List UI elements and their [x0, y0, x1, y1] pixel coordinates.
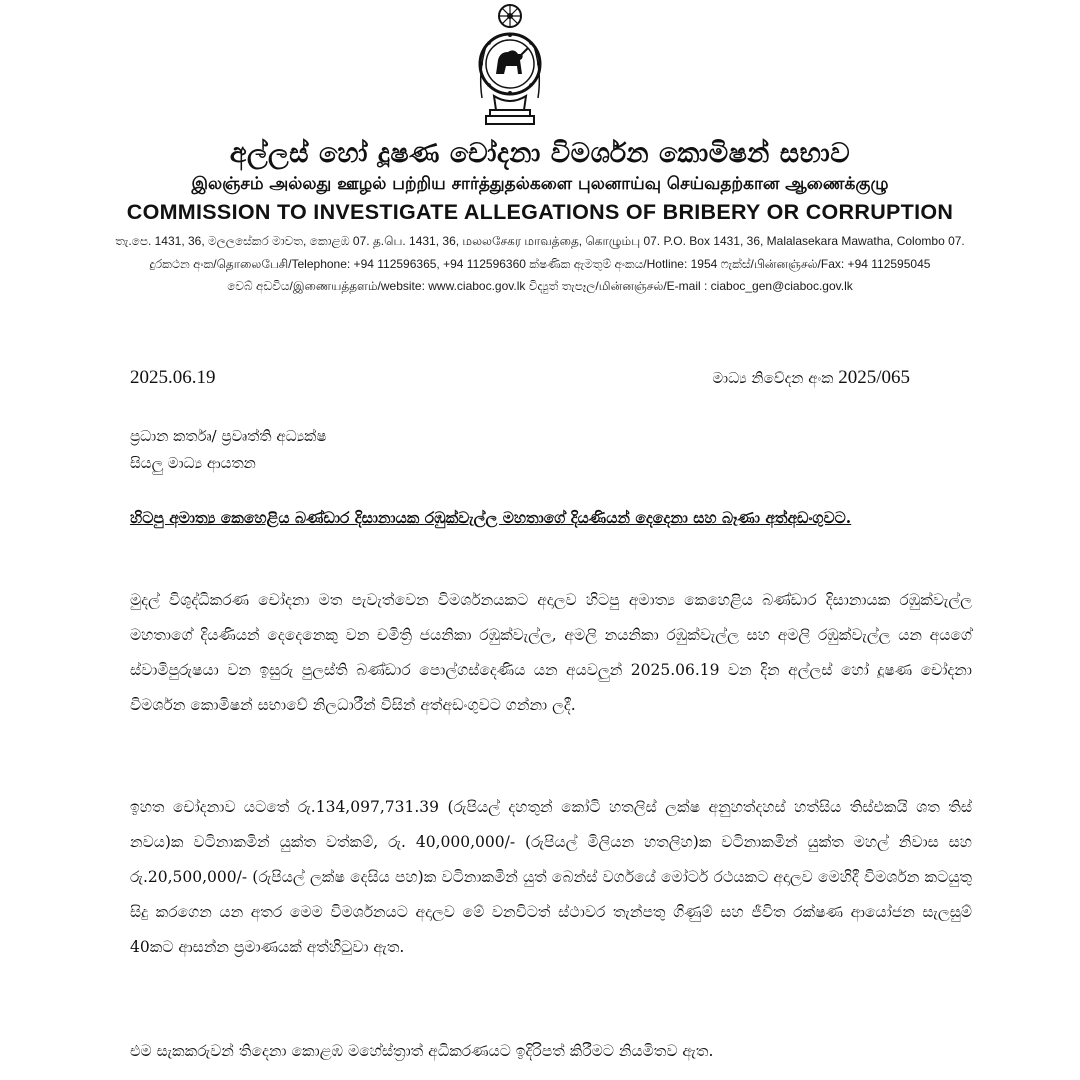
recipients-block [130, 423, 972, 477]
release-ref: 2025/065 [838, 367, 910, 388]
commission-title-english: COMMISSION TO INVESTIGATE ALLEGATIONS OF BRIBERY OR CORRUPTION [126, 200, 954, 224]
paragraph-2: ඉහත චෝදනාව යටතේ රු.134,097,731.39 (රුපියල් දහතුන් කෝටි හතලිස් ලක්ෂ අනුහත්දහස් හත්සිය තිස්එකයි ශත තිස් නවය)ක වටිනාකමින් යුක්ත වත්කම්, රු. 40,000,000/- (රුපියල් මිලියන හතලිහ)ක වටිනාකමින් යුක්ත මහල් නිවාස සහ රු.20,500,000/- (රුපියල් ලක්ෂ දෙසිය පහ)ක වටිනාකමින් යුත් බෙන්ස් වර්ගයේ මෝටර් රථයකට අදාලව මෙහිදී විමර්ශන කටයුතු සිදු කරගෙන යන අතර මෙම විමර්ශනයට අදාලව මේ වනවිටත් ස්ථාවර තැන්පතු ගිණුම් සහ ජීවිත රක්ෂණ ආයෝජන සැලසුම් 40කට ආසන්න ප්‍රමාණයක් අත්හිටුවා ඇත. [130, 798, 972, 956]
paragraph-3: එම සැකකරුවන් තිදෙනා කොළඹ මහේස්ත්‍රාත් අධිකරණයට ඉදිරිපත් කිරීමට නියමිතව ඇත. [130, 1042, 714, 1060]
contact-phone-line: දුරකථන අංක/தொலைபேசி/Telephone: +94 112596365, +94 112596360 ක්ෂණික ඇමතුම් අංකය/Hotline: 1954 ෆැක්ස්/பின்னஞ்சல்/Fax: +94 112595045 [149, 257, 931, 271]
release-label: මාධ්‍ය නිවේදන අංක [712, 369, 834, 387]
sri-lanka-emblem-icon [474, 2, 546, 130]
recipient-line-2: සියලු මාධ්‍ය ආයතන [130, 454, 256, 472]
subject-heading: හිටපු අමාත්‍ය කෙහෙළිය බණ්ඩාර දිසානායක රඹුක්වැල්ල මහතාගේ දියණියන් දෙදෙනා සහ බෑණා අත්අඩංගුවට. [130, 508, 852, 527]
paragraph-1: මුදල් විශුද්ධිකරණ චෝදනා මත පැවැත්වෙන විමර්ශනයකට අදාලව හිටපු අමාත්‍ය කෙහෙළිය බණ්ඩාර දිසානායක රඹුක්වැල්ල මහතාගේ දියණියන් දෙදෙනෙකු වන චමිත්‍රි ජයනිකා රඹුක්වැල්ල, අමලි නයනිකා රඹුක්වැල්ල සහ අමලි රඹුක්වැල්ල යන අයගේ ස්වාමිපුරුෂයා වන ඉසුරු පුලස්ති බණ්ඩාර පොල්ගස්දෙණිය යන අයවලුන් 2025.06.19 වන දින අල්ලස් හෝ දූෂණ චෝදනා විමර්ශන කොමිෂන් සභාවේ නිලධාරීන් විසින් අත්අඩංගුවට ගන්නා ලදී. [130, 591, 972, 714]
release-date: 2025.06.19 [130, 367, 216, 388]
address-line: තැ.පෙ. 1431, 36, මලලසේකර මාවත, කොළඹ 07. த.பெ. 1431, 36, மலலசேகர மாவத்தை, கொழும்பு 07. P.O. Box 1431, 36, Malalasekara Mawatha, Colombo 07. [115, 234, 965, 248]
date-row [130, 367, 972, 391]
commission-title-tamil: இலஞ்சம் அல்லது ஊழல் பற்றிய சார்த்துதல்களை புலனாய்வு செய்வதற்கான ஆணைக்குழு [191, 174, 889, 194]
contact-web-line: වෙබ් අඩවිය/இணையத்தளம்/website: www.ciaboc.gov.lk විද්‍යුත් තැපෑල/மின்னஞ்சல்/E-mail : ciaboc_gen@ciaboc.gov.lk [227, 279, 853, 293]
commission-title-sinhala: අල්ලස් හෝ දූෂණ චෝදනා විමර්ශන කොමිෂන් සභාව [229, 138, 851, 169]
release-number [712, 367, 910, 389]
recipient-line-1: ප්‍රධාන කර්තෘ/ ප්‍රවෘත්ති අධ්‍යක්ෂ [130, 427, 327, 445]
